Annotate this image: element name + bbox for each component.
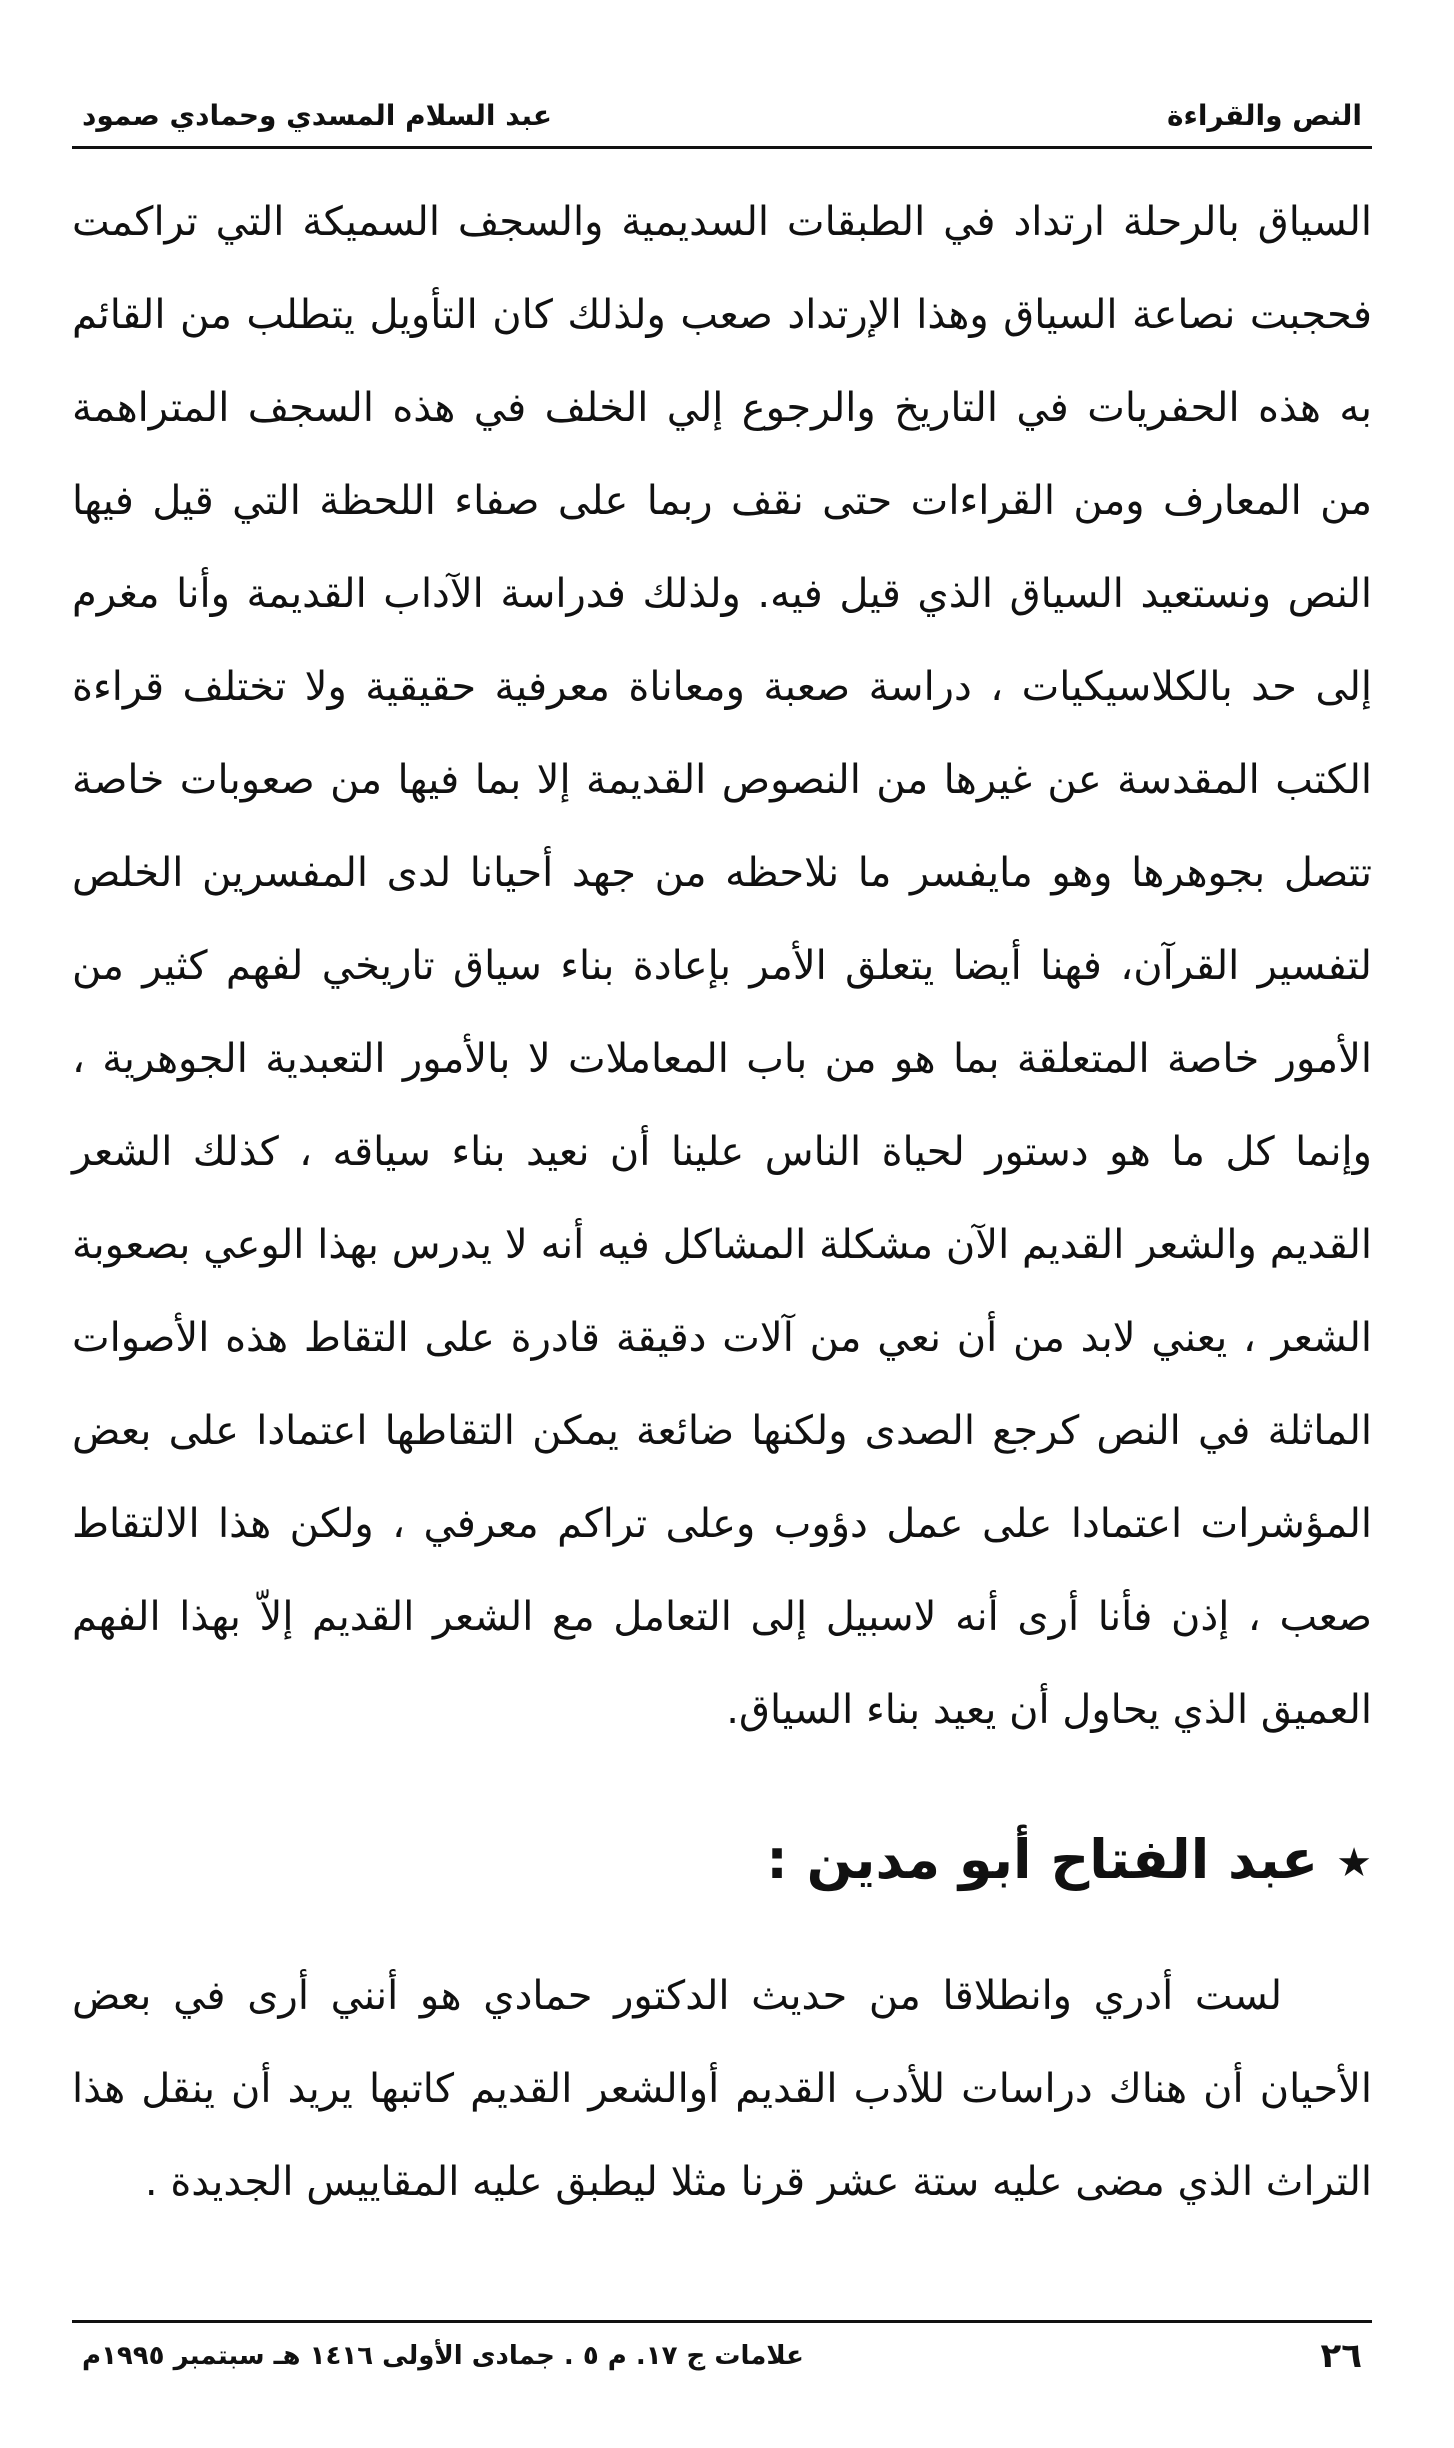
header-rule (72, 146, 1372, 149)
header-section-title: النص والقراءة (1166, 99, 1362, 132)
star-icon: ★ (1336, 1840, 1372, 1887)
header-authors: عبد السلام المسدي وحمادي صمود (82, 99, 552, 132)
section-heading (72, 1820, 1372, 1903)
document-page (72, 80, 1372, 2420)
main-body-text (72, 176, 1372, 1757)
footer-rule (72, 2320, 1372, 2323)
body-paragraph: لست أدري وانطلاقا من حديث الدكتور حمادي هو أنني أرى في بعض الأحيان أن هناك دراسات للأدب القديم أوالشعر القديم كاتبها يريد أن ينقل هذا التراث الذي مضى عليه ستة عشر قرنا مثلا ليطبق عليه المقاييس الجديدة . (72, 1973, 1372, 2205)
speaker-name: عبد الفتاح أبو مدين : (766, 1828, 1319, 1891)
second-body-text (72, 1950, 1372, 2229)
running-footer (72, 2336, 1372, 2376)
page-number: ٢٦ (1320, 2336, 1362, 2376)
running-header (72, 80, 1372, 140)
body-paragraph: السياق بالرحلة ارتداد في الطبقات السديمية والسجف السميكة التي تراكمت فحجبت نصاعة السياق وهذا الإرتداد صعب ولذلك كان التأويل يتطلب من القائم به هذه الحفريات في التاريخ والرجوع إلي الخلف في هذه السجف المتراهمة من المعارف ومن القراءات حتى نقف ربما على صفاء اللحظة التي قيل فيها النص ونستعيد السياق الذي قيل فيه. ولذلك فدراسة الآداب القديمة وأنا مغرم إلى حد بالكلاسيكيات ، دراسة صعبة ومعاناة معرفية حقيقية ولا تختلف قراءة الكتب المقدسة عن غيرها من النصوص القديمة إلا بما فيها من صعوبات خاصة تتصل بجوهرها وهو مايفسر ما نلاحظه من جهد أحيانا لدى المفسرين الخلص لتفسير القرآن، فهنا أيضا يتعلق الأمر بإعادة بناء سياق تاريخي لفهم كثير من الأمور خاصة المتعلقة بما هو من باب المعاملات لا بالأمور التعبدية الجوهرية ، وإنما كل ما هو دستور لحياة الناس علينا أن نعيد بناء سياقه ، كذلك الشعر القديم والشعر القديم الآن مشكلة المشاكل فيه أنه لا يدرس بهذا الوعي بصعوبة الشعر ، يعني لابد من أن نعي من آلات دقيقة قادرة على التقاط هذه الأصوات الماثلة في النص كرجع الصدى ولكنها ضائعة يمكن التقاطها اعتمادا على بعض المؤشرات اعتمادا على عمل دؤوب وعلى تراكم معرفي ، ولكن هذا الالتقاط صعب ، إذن فأنا أرى أنه لاسبيل إلى التعامل مع الشعر القديم إلاّ بهذا الفهم العميق الذي يحاول أن يعيد بناء السياق. (72, 199, 1372, 1733)
footer-citation: علامات ج ١٧. م ٥ . جمادى الأولى ١٤١٦ هـ سبتمبر ١٩٩٥م (82, 2341, 804, 2371)
